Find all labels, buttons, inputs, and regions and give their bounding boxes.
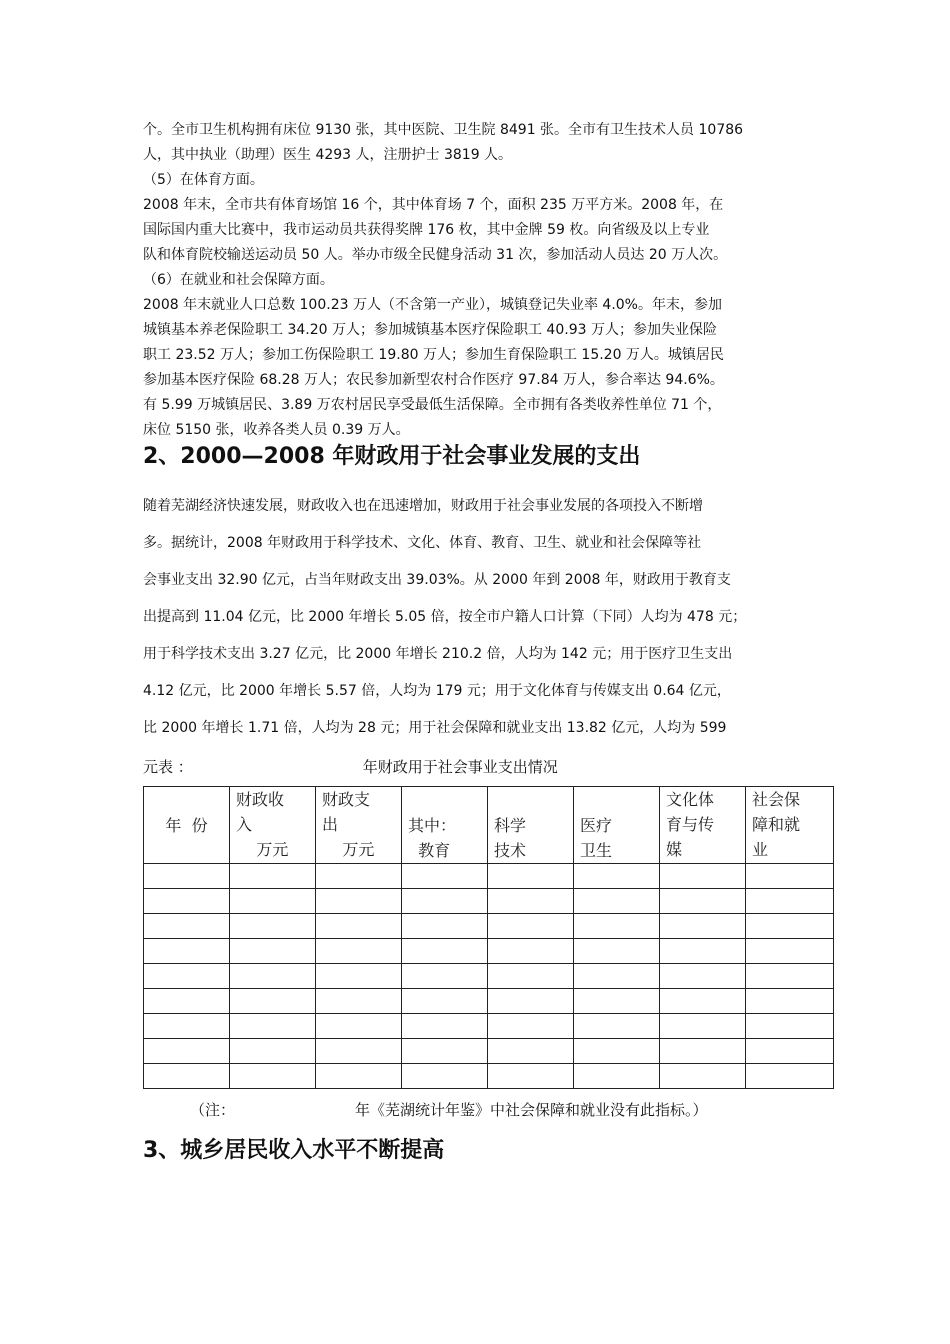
header-year: 年 份 (144, 787, 230, 864)
header-health: 医疗 卫生 (574, 787, 660, 864)
table-cell (746, 1039, 834, 1064)
table-cell (402, 1014, 488, 1039)
header-culture: 文化体 育与传 媒 (660, 787, 746, 864)
table-cell (660, 914, 746, 939)
text-line: 人，其中执业（助理）医生 4293 人，注册护士 3819 人。 (143, 147, 513, 163)
expenditure-table (143, 786, 834, 1089)
header-science: 科学 技术 (488, 787, 574, 864)
table-cell (488, 964, 574, 989)
table-cell (488, 889, 574, 914)
text-line: 随着芜湖经济快速发展，财政收入也在迅速增加，财政用于社会事业发展的各项投入不断增 (143, 498, 703, 514)
table-cell (402, 864, 488, 889)
table-cell (488, 1039, 574, 1064)
text-line: 比 2000 年增长 1.71 倍，人均为 28 元；用于社会保障和就业支出 13.82 亿元，人均为 599 (143, 720, 727, 736)
table-cell (230, 989, 316, 1014)
table-cell (402, 939, 488, 964)
table-cell (660, 1064, 746, 1089)
table-cell (574, 864, 660, 889)
table-cell (144, 1064, 230, 1089)
table-header-row (144, 787, 834, 864)
text-line: 2008 年末就业人口总数 100.23 万人（不含第一产业），城镇登记失业率 4.0%。年末，参加 (143, 297, 722, 313)
table-cell (316, 989, 402, 1014)
table-cell (230, 1064, 316, 1089)
table-cell (230, 1039, 316, 1064)
table-row (144, 989, 834, 1014)
table-cell (746, 864, 834, 889)
text-line: 有 5.99 万城镇居民、3.89 万农村居民享受最低生活保障。全市拥有各类收养性单位 71 个， (143, 397, 722, 413)
table-caption-title: 年财政用于社会事业支出情况 (362, 758, 558, 776)
table-cell (746, 914, 834, 939)
header-expenditure: 财政支 出 万元 (316, 787, 402, 864)
text-line: 用于科学技术支出 3.27 亿元，比 2000 年增长 210.2 倍，人均为 142 元；用于医疗卫生支出 (143, 646, 733, 662)
table-cell (316, 864, 402, 889)
text-line: 4.12 亿元，比 2000 年增长 5.57 倍，人均为 179 元；用于文化体育与传媒支出 0.64 亿元， (143, 683, 731, 699)
table-cell (144, 1039, 230, 1064)
table-cell (144, 864, 230, 889)
text-line: 城镇基本养老保险职工 34.20 万人；参加城镇基本医疗保险职工 40.93 万人；参加失业保险 (143, 322, 717, 338)
text-line: 个。全市卫生机构拥有床位 9130 张，其中医院、卫生院 8491 张。全市有卫生技术人员 10786 (143, 122, 744, 138)
table-cell (144, 889, 230, 914)
table-cell (660, 989, 746, 1014)
header-revenue: 财政收 入 万元 (230, 787, 316, 864)
table-cell (230, 914, 316, 939)
table-cell (574, 1039, 660, 1064)
text-line: 多。据统计，2008 年财政用于科学技术、文化、体育、教育、卫生、就业和社会保障等社 (143, 535, 702, 551)
table-cell (660, 964, 746, 989)
table-cell (230, 964, 316, 989)
table-cell (488, 939, 574, 964)
table-cell (402, 989, 488, 1014)
table-cell (316, 1064, 402, 1089)
section-heading: 2、2000—2008 年财政用于社会事业发展的支出 (143, 444, 641, 469)
table-cell (746, 939, 834, 964)
table-cell (144, 914, 230, 939)
table-cell (144, 939, 230, 964)
table-cell (402, 1064, 488, 1089)
table-cell (660, 889, 746, 914)
table-row (144, 864, 834, 889)
table-cell (574, 1014, 660, 1039)
header-social-security: 社会保 障和就 业 (746, 787, 834, 864)
table-row (144, 1039, 834, 1064)
table-cell (574, 1064, 660, 1089)
table-row (144, 964, 834, 989)
table-row (144, 889, 834, 914)
table-cell (488, 914, 574, 939)
table-cell (402, 964, 488, 989)
text-line: （6）在就业和社会保障方面。 (143, 272, 334, 288)
table-cell (316, 964, 402, 989)
table-note (190, 1100, 708, 1120)
table-cell (574, 964, 660, 989)
text-line: 2008 年末，全市共有体育场馆 16 个，其中体育场 7 个，面积 235 万平方米。2008 年，在 (143, 197, 724, 213)
table-cell (402, 1039, 488, 1064)
table-row (144, 1014, 834, 1039)
table-cell (574, 889, 660, 914)
note-text: 年《芜湖统计年鉴》中社会保障和就业没有此指标。） (355, 1101, 708, 1119)
table-cell (660, 939, 746, 964)
table-caption-prefix: 元表 ： (143, 758, 193, 776)
note-prefix: （注： (190, 1101, 236, 1119)
text-line: 参加基本医疗保险 68.28 万人；农民参加新型农村合作医疗 97.84 万人，参合率达 94.6%。 (143, 372, 724, 388)
text-line: 国际国内重大比赛中，我市运动员共获得奖牌 176 枚，其中金牌 59 枚。向省级及以上专业 (143, 222, 710, 238)
table-caption (143, 757, 558, 777)
table-cell (746, 989, 834, 1014)
table-cell (144, 1014, 230, 1039)
table-cell (316, 914, 402, 939)
table-cell (574, 939, 660, 964)
table-cell (746, 964, 834, 989)
header-education: 其中： 教育 (402, 787, 488, 864)
table-cell (316, 939, 402, 964)
table-cell (316, 1014, 402, 1039)
table-cell (660, 864, 746, 889)
table-cell (316, 1039, 402, 1064)
table-cell (746, 1064, 834, 1089)
text-line: 床位 5150 张，收养各类人员 0.39 万人。 (143, 422, 410, 438)
table-row (144, 1064, 834, 1089)
text-line: 职工 23.52 万人；参加工伤保险职工 19.80 万人；参加生育保险职工 15.20 万人。城镇居民 (143, 347, 724, 363)
text-line: 会事业支出 32.90 亿元，占当年财政支出 39.03%。从 2000 年到 2008 年，财政用于教育支 (143, 572, 731, 588)
text-line: 出提高到 11.04 亿元，比 2000 年增长 5.05 倍，按全市户籍人口计算（下同）人均为 478 元； (143, 609, 747, 625)
section-heading: 3、城乡居民收入水平不断提高 (143, 1138, 445, 1163)
table-row (144, 914, 834, 939)
table-cell (230, 939, 316, 964)
text-line: （5）在体育方面。 (143, 172, 264, 188)
table-cell (316, 889, 402, 914)
table-cell (402, 914, 488, 939)
table-cell (230, 864, 316, 889)
table-cell (746, 1014, 834, 1039)
table-cell (488, 1064, 574, 1089)
table-cell (230, 889, 316, 914)
table-cell (144, 989, 230, 1014)
table-cell (402, 889, 488, 914)
table-cell (574, 989, 660, 1014)
table-cell (488, 1014, 574, 1039)
text-line: 队和体育院校输送运动员 50 人。举办市级全民健身活动 31 次，参加活动人员达 20 万人次。 (143, 247, 728, 263)
table-cell (488, 989, 574, 1014)
table-cell (746, 889, 834, 914)
table-cell (230, 1014, 316, 1039)
table-cell (144, 964, 230, 989)
table-cell (488, 864, 574, 889)
table-cell (660, 1039, 746, 1064)
table-body (144, 864, 834, 1089)
table-cell (660, 1014, 746, 1039)
table-cell (574, 914, 660, 939)
table-row (144, 939, 834, 964)
